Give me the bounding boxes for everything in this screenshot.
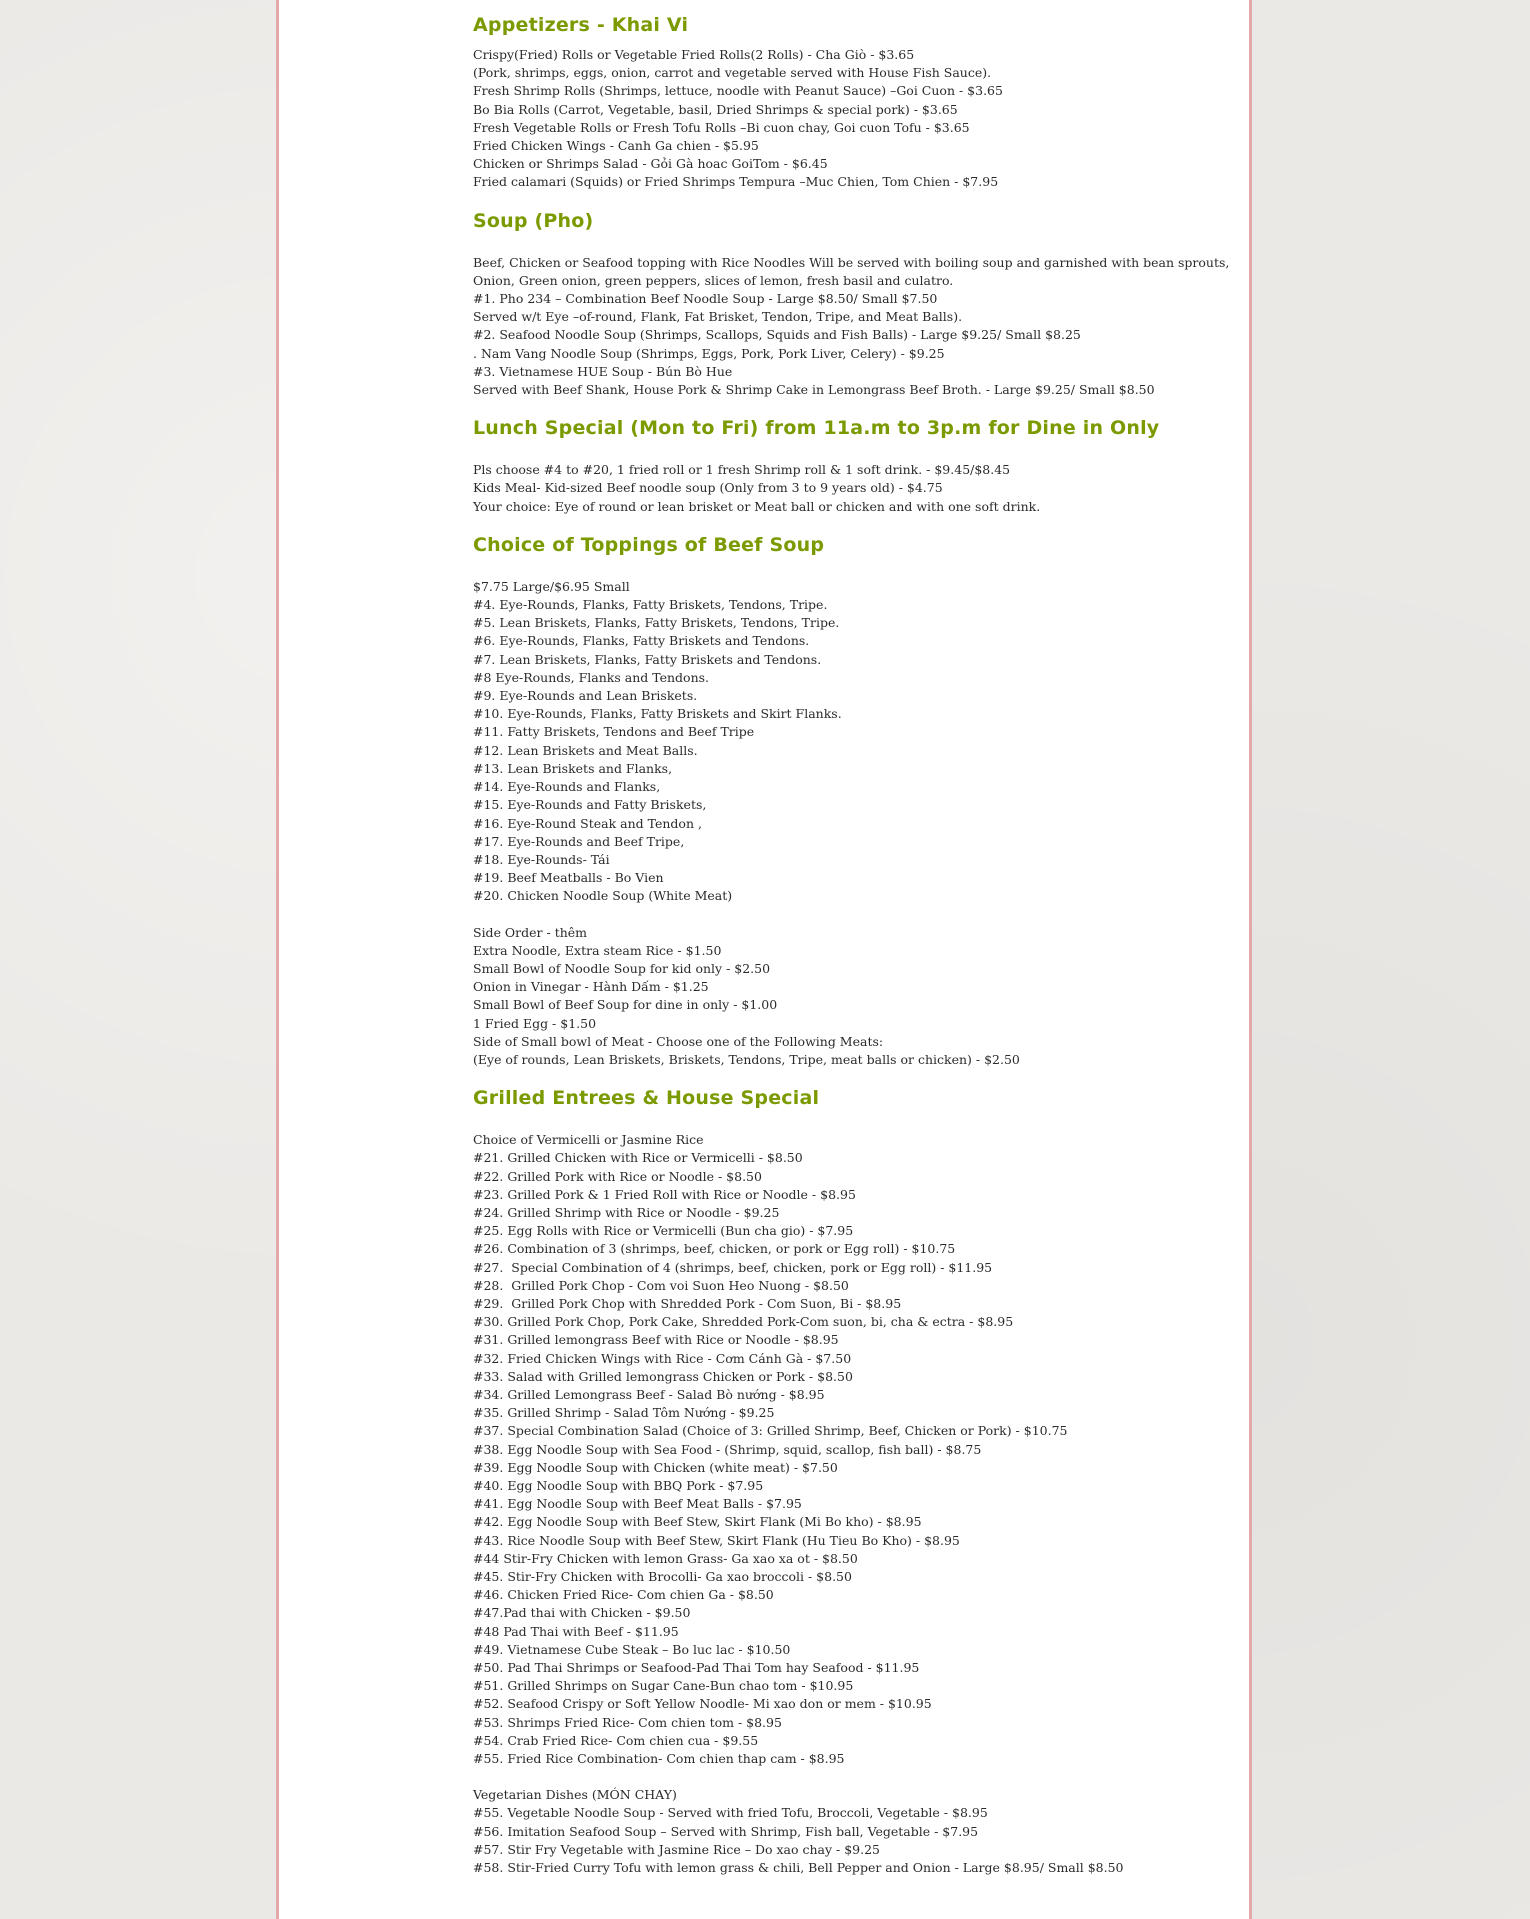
menu-line: Your choice: Eye of round or lean brisket or Meat ball or chicken and with one soft drink. [473, 498, 1041, 514]
menu-line: Fried Chicken Wings - Canh Ga chien - $5.95 [473, 138, 759, 154]
menu-line: #28. Grilled Pork Chop - Com voi Suon Heo Nuong - $8.50 [473, 1277, 849, 1293]
section-title-appetizers: Appetizers - Khai Vi [473, 14, 689, 36]
menu-content [473, 12, 1233, 1893]
menu-line: #11. Fatty Briskets, Tendons and Beef Tripe [473, 724, 755, 740]
menu-line: #34. Grilled Lemongrass Beef - Salad Bò nướng - $8.95 [473, 1386, 825, 1402]
menu-line: #26. Combination of 3 (shrimps, beef, chicken, or pork or Egg roll) - $10.75 [473, 1241, 956, 1257]
menu-line: Vegetarian Dishes (MÓN CHAY) [473, 1787, 677, 1803]
menu-line: #52. Seafood Crispy or Soft Yellow Noodle- Mi xao don or mem - $10.95 [473, 1696, 932, 1712]
menu-line: #54. Crab Fried Rice- Com chien cua - $9.55 [473, 1732, 759, 1748]
menu-line: #3. Vietnamese HUE Soup - Bún Bò Hue [473, 363, 733, 379]
menu-line: #40. Egg Noodle Soup with BBQ Pork - $7.95 [473, 1478, 764, 1493]
menu-line: #25. Egg Rolls with Rice or Vermicelli (Bun cha gio) - $7.95 [473, 1223, 854, 1239]
menu-line: #15. Eye-Rounds and Fatty Briskets, [473, 797, 707, 813]
menu-line: #42. Egg Noodle Soup with Beef Stew, Skirt Flank (Mi Bo kho) - $8.95 [473, 1514, 922, 1530]
menu-line: #53. Shrimps Fried Rice- Com chien tom - $8.95 [473, 1714, 782, 1730]
soup-lines [473, 254, 1233, 400]
menu-line: 1 Fried Egg - $1.50 [473, 1015, 597, 1031]
menu-line: Fried calamari (Squids) or Fried Shrimps Tempura –Muc Chien, Tom Chien - $7.95 [473, 174, 999, 190]
menu-line: #12. Lean Briskets and Meat Balls. [473, 742, 698, 758]
menu-line: Side Order - thêm [473, 924, 588, 940]
menu-line: #44 Stir-Fry Chicken with lemon Grass- Ga xao xa ot - $8.50 [473, 1550, 858, 1566]
menu-line: #6. Eye-Rounds, Flanks, Fatty Briskets and Tendons. [473, 633, 810, 649]
menu-line: Pls choose #4 to #20, 1 fried roll or 1 fresh Shrimp roll & 1 soft drink. - $9.45/$8.45 [473, 462, 1011, 478]
lunch-special-lines [473, 461, 1233, 516]
menu-line: Crispy(Fried) Rolls or Vegetable Fried Rolls(2 Rolls) - Cha Giò - $3.65 [473, 47, 915, 62]
menu-line: (Eye of rounds, Lean Briskets, Briskets, Tendons, Tripe, meat balls or chicken) - $2.50 [473, 1051, 1020, 1067]
menu-line: Side of Small bowl of Meat - Choose one of the Following Meats: [473, 1033, 884, 1049]
menu-page [276, 0, 1252, 1919]
menu-line: #2. Seafood Noodle Soup (Shrimps, Scallops, Squids and Fish Balls) - Large $9.25/ Small $8.25 [473, 327, 1081, 343]
menu-line: Served w/t Eye –of-round, Flank, Fat Brisket, Tendon, Tripe, and Meat Balls). [473, 309, 963, 325]
menu-line: #10. Eye-Rounds, Flanks, Fatty Briskets and Skirt Flanks. [473, 706, 842, 722]
menu-line: #45. Stir-Fry Chicken with Brocolli- Ga xao broccoli - $8.50 [473, 1569, 852, 1585]
menu-line: #23. Grilled Pork & 1 Fried Roll with Rice or Noodle - $8.95 [473, 1186, 856, 1202]
menu-line: #33. Salad with Grilled lemongrass Chicken or Pork - $8.50 [473, 1368, 853, 1384]
menu-line: #22. Grilled Pork with Rice or Noodle - $8.50 [473, 1168, 762, 1184]
line-spacer [473, 906, 1233, 924]
menu-line: #37. Special Combination Salad (Choice of 3: Grilled Shrimp, Beef, Chicken or Pork) - $10.75 [473, 1423, 1068, 1439]
grilled-entrees-lines [473, 1131, 1233, 1877]
menu-line: #56. Imitation Seafood Soup – Served with Shrimp, Fish ball, Vegetable - $7.95 [473, 1823, 979, 1839]
grilled-entrees-section [473, 1085, 1233, 1877]
menu-line: #1. Pho 234 – Combination Beef Noodle Soup - Large $8.50/ Small $7.50 [473, 291, 938, 307]
menu-line: Small Bowl of Noodle Soup for kid only - $2.50 [473, 960, 771, 976]
menu-line: Fresh Shrimp Rolls (Shrimps, lettuce, noodle with Peanut Sauce) –Goi Cuon - $3.65 [473, 83, 1003, 99]
menu-line: #16. Eye-Round Steak and Tendon , [473, 815, 702, 831]
menu-line: #8 Eye-Rounds, Flanks and Tendons. [473, 669, 710, 685]
menu-line: Onion in Vinegar - Hành Dấm - $1.25 [473, 979, 709, 995]
menu-line: (Pork, shrimps, eggs, onion, carrot and vegetable served with House Fish Sauce). [473, 65, 992, 81]
menu-line: . Nam Vang Noodle Soup (Shrimps, Eggs, Pork, Pork Liver, Celery) - $9.25 [473, 345, 945, 361]
menu-line: #43. Rice Noodle Soup with Beef Stew, Skirt Flank (Hu Tieu Bo Kho) - $8.95 [473, 1532, 960, 1548]
menu-line: #21. Grilled Chicken with Rice or Vermicelli - $8.50 [473, 1150, 803, 1166]
section-title-toppings: Choice of Toppings of Beef Soup [473, 533, 825, 556]
menu-line: Kids Meal- Kid-sized Beef noodle soup (Only from 3 to 9 years old) - $4.75 [473, 480, 943, 496]
menu-line: #38. Egg Noodle Soup with Sea Food - (Shrimp, squid, scallop, fish ball) - $8.75 [473, 1441, 982, 1457]
section-title-soup: Soup (Pho) [473, 209, 594, 232]
menu-line: #18. Eye-Rounds- Tái [473, 851, 610, 867]
menu-line: Chicken or Shrimps Salad - Gỏi Gà hoac GoiTom - $6.45 [473, 156, 828, 172]
menu-line: #27. Special Combination of 4 (shrimps, beef, chicken, pork or Egg roll) - $11.95 [473, 1259, 993, 1275]
menu-line: #32. Fried Chicken Wings with Rice - Cơm Cánh Gà - $7.50 [473, 1350, 852, 1366]
menu-line: #19. Beef Meatballs - Bo Vien [473, 870, 664, 886]
soup-section [473, 208, 1233, 400]
menu-line: #55. Fried Rice Combination- Com chien thap cam - $8.95 [473, 1751, 845, 1767]
menu-line: #9. Eye-Rounds and Lean Briskets. [473, 688, 698, 704]
menu-line: Served with Beef Shank, House Pork & Shrimp Cake in Lemongrass Beef Broth. - Large $9.25/ Small $8.50 [473, 382, 1155, 398]
section-title-lunch-special: Lunch Special (Mon to Fri) from 11a.m to 3p.m for Dine in Only [473, 417, 1160, 440]
menu-line: Small Bowl of Beef Soup for dine in only - $1.00 [473, 997, 778, 1013]
menu-line: #50. Pad Thai Shrimps or Seafood-Pad Thai Tom hay Seafood - $11.95 [473, 1660, 920, 1676]
menu-line: #31. Grilled lemongrass Beef with Rice or Noodle - $8.95 [473, 1332, 839, 1348]
menu-line: #5. Lean Briskets, Flanks, Fatty Briskets, Tendons, Tripe. [473, 615, 840, 631]
menu-line: Beef, Chicken or Seafood topping with Rice Noodles Will be served with boiling soup and garnished with bean sprouts, Onion, Green onion, green peppers, slices of lemon, fresh basil and culatro. [473, 254, 1230, 288]
menu-line: #55. Vegetable Noodle Soup - Served with fried Tofu, Broccoli, Vegetable - $8.95 [473, 1805, 988, 1821]
menu-line: #46. Chicken Fried Rice- Com chien Ga - $8.50 [473, 1587, 774, 1603]
menu-line: #7. Lean Briskets, Flanks, Fatty Briskets and Tendons. [473, 651, 822, 667]
appetizers-lines [473, 46, 1233, 192]
menu-line: #30. Grilled Pork Chop, Pork Cake, Shredded Pork-Com suon, bi, cha & ectra - $8.95 [473, 1314, 1014, 1330]
menu-line: Bo Bia Rolls (Carrot, Vegetable, basil, Dried Shrimps & special pork) - $3.65 [473, 101, 958, 117]
menu-line: Extra Noodle, Extra steam Rice - $1.50 [473, 942, 722, 958]
menu-line: #41. Egg Noodle Soup with Beef Meat Balls - $7.95 [473, 1496, 802, 1512]
appetizers-section [473, 12, 1233, 192]
menu-line: #13. Lean Briskets and Flanks, [473, 760, 673, 776]
menu-line: #20. Chicken Noodle Soup (White Meat) [473, 888, 733, 904]
menu-line: #48 Pad Thai with Beef - $11.95 [473, 1623, 679, 1639]
toppings-lines [473, 578, 1233, 1069]
menu-line: #58. Stir-Fried Curry Tofu with lemon grass & chili, Bell Pepper and Onion - Large $8.95/ Small $8.50 [473, 1860, 1124, 1876]
line-spacer [473, 1768, 1233, 1786]
menu-line: #47.Pad thai with Chicken - $9.50 [473, 1605, 691, 1621]
menu-line: #4. Eye-Rounds, Flanks, Fatty Briskets, Tendons, Tripe. [473, 597, 828, 613]
section-title-grilled-entrees: Grilled Entrees & House Special [473, 1087, 820, 1110]
menu-line: Fresh Vegetable Rolls or Fresh Tofu Rolls –Bi cuon chay, Goi cuon Tofu - $3.65 [473, 119, 970, 135]
menu-line: #29. Grilled Pork Chop with Shredded Pork - Com Suon, Bi - $8.95 [473, 1295, 902, 1311]
toppings-section [473, 532, 1233, 1069]
menu-line: #17. Eye-Rounds and Beef Tripe, [473, 833, 685, 849]
menu-line: #51. Grilled Shrimps on Sugar Cane-Bun chao tom - $10.95 [473, 1678, 854, 1694]
menu-line: #14. Eye-Rounds and Flanks, [473, 779, 661, 795]
menu-line: #35. Grilled Shrimp - Salad Tôm Nướng - $9.25 [473, 1405, 775, 1421]
lunch-special-section [473, 415, 1233, 516]
menu-line: #24. Grilled Shrimp with Rice or Noodle - $9.25 [473, 1204, 780, 1220]
menu-line: #57. Stir Fry Vegetable with Jasmine Rice – Do xao chay - $9.25 [473, 1841, 881, 1857]
menu-line: Choice of Vermicelli or Jasmine Rice [473, 1132, 704, 1148]
menu-line: #39. Egg Noodle Soup with Chicken (white meat) - $7.50 [473, 1459, 838, 1475]
menu-line: #49. Vietnamese Cube Steak – Bo luc lac - $10.50 [473, 1641, 791, 1657]
menu-line: $7.75 Large/$6.95 Small [473, 578, 630, 594]
